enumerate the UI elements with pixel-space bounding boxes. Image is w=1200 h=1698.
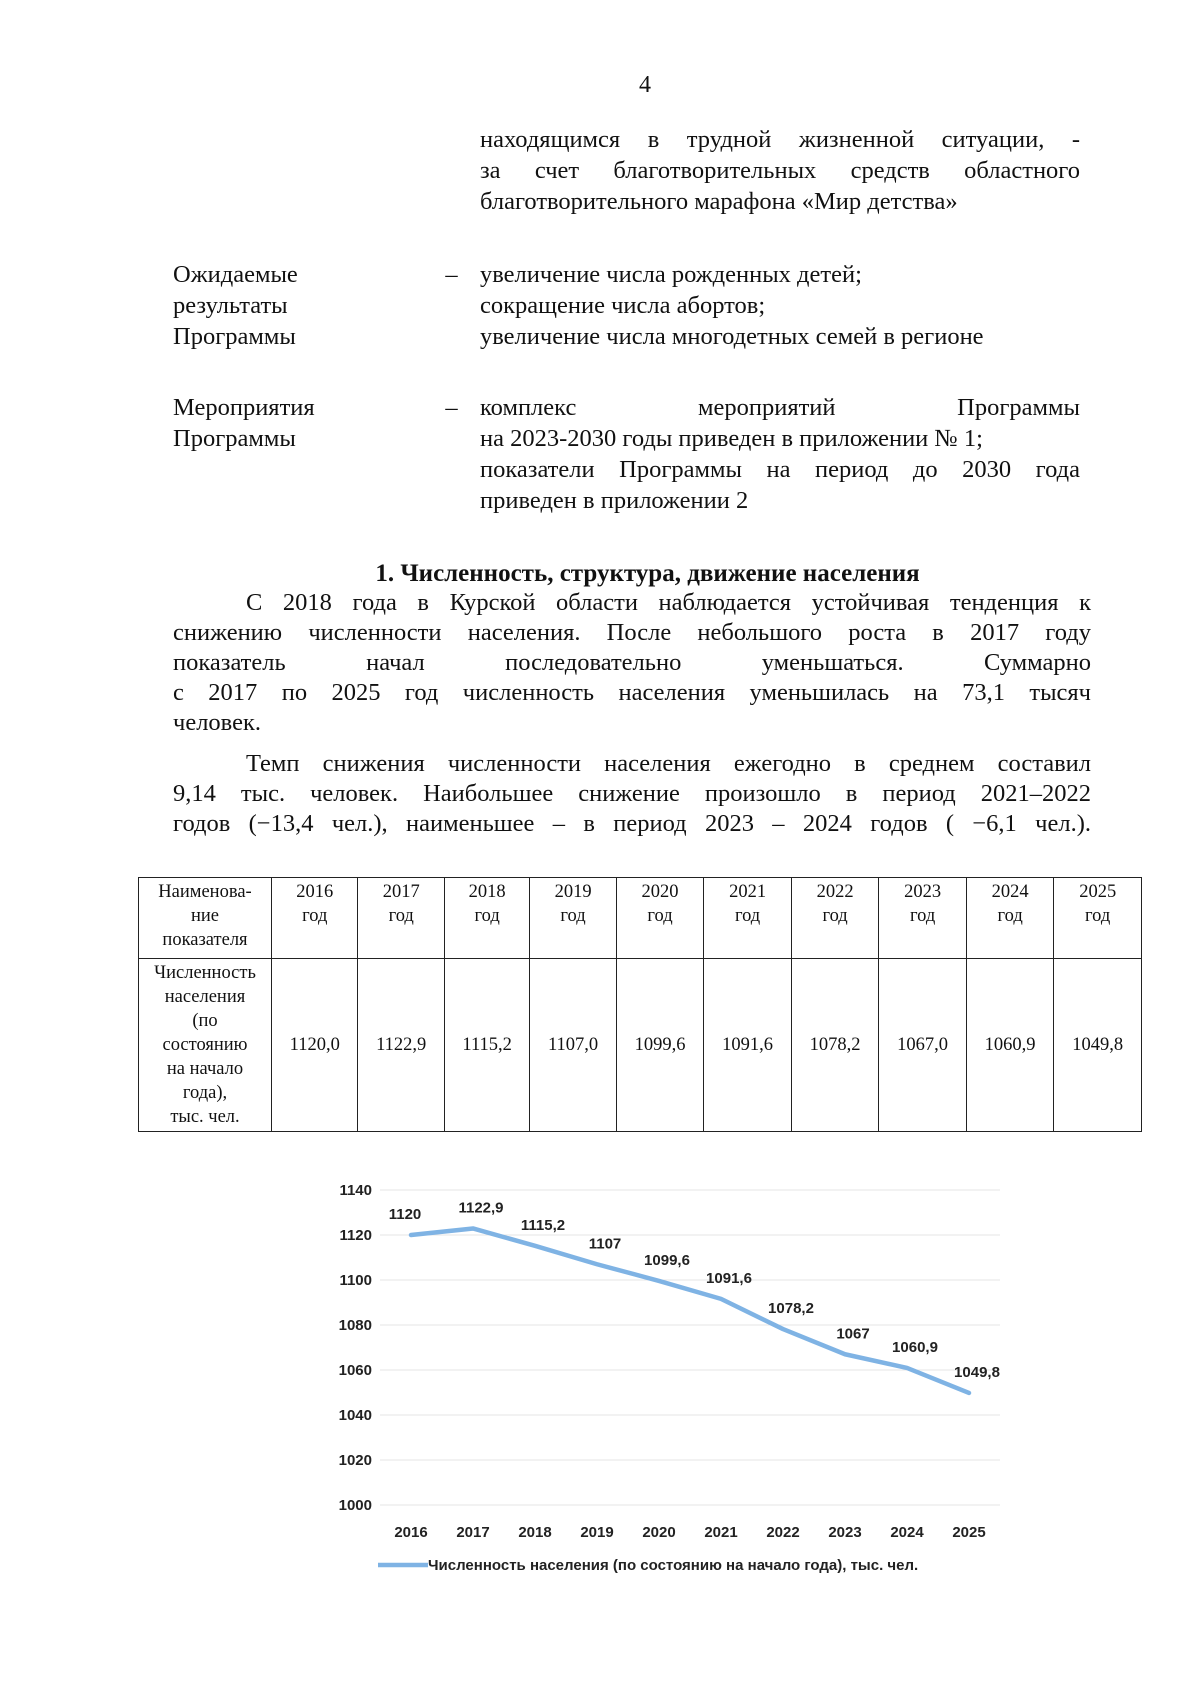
y-tick-label: 1080 — [338, 1317, 372, 1334]
passport-continuation — [173, 124, 1091, 217]
legend-label: Численность населения (по состоянию на начало года), тыс. чел. — [428, 1557, 919, 1574]
y-tick-label: 1120 — [339, 1227, 372, 1244]
table-cell: 1091,6 — [704, 959, 792, 1132]
table-cell: 1099,6 — [616, 959, 704, 1132]
paragraph-line: человек. — [173, 709, 261, 736]
expected-label-line: Ожидаемые — [173, 261, 298, 288]
table-header-row — [139, 878, 1142, 959]
table-cell: 1067,0 — [879, 959, 967, 1132]
activities-dash: – — [445, 394, 458, 421]
activities-line: на 2023-2030 годы приведен в приложении № 1; — [480, 425, 983, 452]
passport-expected-results — [173, 259, 1091, 352]
data-label: 1122,9 — [458, 1199, 504, 1217]
x-tick-label: 2017 — [456, 1524, 490, 1541]
expected-dash: – — [445, 261, 458, 288]
population-table — [138, 877, 1142, 1132]
table-cell: 1049,8 — [1054, 959, 1142, 1132]
x-tick-label: 2025 — [952, 1524, 986, 1541]
data-label: 1099,6 — [644, 1251, 690, 1269]
paragraph-line: С 2018 года в Курской области наблюдается устойчивая тенденция к — [246, 589, 1091, 616]
table-cell: 1120,0 — [272, 959, 358, 1132]
expected-result-line: увеличение числа рожденных детей; — [480, 261, 862, 288]
table-header-year: 2017 год — [358, 878, 444, 959]
table-cell: 1107,0 — [530, 959, 616, 1132]
table-header-year: 2022 год — [791, 878, 879, 959]
data-label: 1120 — [388, 1206, 422, 1223]
table-header-year: 2020 год — [616, 878, 704, 959]
x-tick-label: 2016 — [394, 1524, 428, 1541]
activities-label-line: Мероприятия — [173, 394, 315, 421]
x-tick-label: 2021 — [704, 1524, 738, 1541]
table-cell: 1078,2 — [791, 959, 879, 1132]
data-label: 1060,9 — [892, 1338, 938, 1356]
table-header-year: 2023 год — [879, 878, 967, 959]
expected-result-line: увеличение числа многодетных семей в регионе — [480, 323, 984, 350]
expected-result-line: сокращение числа абортов; — [480, 292, 766, 319]
x-tick-label: 2023 — [828, 1524, 862, 1541]
continuation-line: за счет благотворительных средств областного — [480, 157, 1080, 184]
paragraph-line: 9,14 тыс. человек. Наибольшее снижение произошло в период 2021–2022 — [173, 780, 1091, 807]
activities-line: комплекс мероприятий Программы — [480, 394, 1080, 421]
y-tick-label: 1140 — [339, 1182, 372, 1199]
paragraph-line: Темп снижения численности населения ежегодно в среднем составил — [246, 750, 1091, 777]
table-cell: 1115,2 — [444, 959, 529, 1132]
x-tick-label: 2020 — [642, 1524, 676, 1541]
table-row — [139, 959, 1142, 1132]
x-tick-label: 2022 — [766, 1524, 800, 1541]
series-line — [411, 1228, 969, 1392]
table-header-year: 2019 год — [530, 878, 616, 959]
paragraph-1 — [173, 588, 1091, 738]
table-header-year: 2021 год — [704, 878, 792, 959]
table-header-year: 2018 год — [444, 878, 529, 959]
activities-label-line: Программы — [173, 425, 296, 452]
data-label: 1067 — [836, 1325, 870, 1343]
table-header-year: 2024 год — [966, 878, 1054, 959]
expected-label-line: Программы — [173, 323, 296, 350]
expected-label-line: результаты — [173, 292, 288, 319]
header-line: показателя — [162, 930, 248, 950]
population-line-chart — [300, 1162, 1020, 1582]
table-header-indicator — [139, 878, 272, 959]
table-cell: 1060,9 — [966, 959, 1054, 1132]
table-row-label: Численность населения (по состоянию на начало года), тыс. чел. — [139, 959, 272, 1132]
section-heading: 1. Численность, структура, движение населения — [375, 560, 920, 587]
y-tick-label: 1000 — [338, 1497, 372, 1514]
continuation-line: благотворительного марафона «Мир детства» — [480, 188, 958, 215]
activities-line: приведен в приложении 2 — [480, 487, 749, 514]
table-header-year: 2025 год — [1054, 878, 1142, 959]
paragraph-line: годов (−13,4 чел.), наименьшее – в период 2023 – 2024 годов ( −6,1 чел.). — [173, 810, 1091, 837]
y-tick-label: 1020 — [338, 1452, 372, 1469]
population-chart — [300, 1162, 1020, 1582]
data-label: 1078,2 — [768, 1300, 814, 1318]
activities-line: показатели Программы на период до 2030 года — [480, 456, 1080, 483]
passport-activities — [173, 392, 1091, 516]
paragraph-line: показатель начал последовательно уменьшаться. Суммарно — [173, 649, 1091, 676]
header-line: ние — [190, 906, 219, 926]
x-tick-label: 2024 — [890, 1524, 924, 1541]
data-label: 1115,2 — [520, 1216, 566, 1234]
page-number: 4 — [639, 72, 651, 98]
x-tick-label: 2018 — [518, 1524, 552, 1541]
header-line: Наименова- — [158, 882, 252, 902]
y-tick-label: 1100 — [339, 1272, 372, 1289]
continuation-line: находящимся в трудной жизненной ситуации, - — [480, 126, 1080, 153]
data-label: 1049,8 — [954, 1363, 1000, 1381]
paragraph-line: снижению численности населения. После небольшого роста в 2017 году — [173, 619, 1091, 646]
paragraph-line: с 2017 по 2025 год численность населения уменьшилась на 73,1 тысяч — [173, 679, 1091, 706]
x-tick-label: 2019 — [580, 1524, 614, 1541]
y-tick-label: 1040 — [338, 1407, 372, 1424]
y-tick-label: 1060 — [338, 1362, 372, 1379]
table-cell: 1122,9 — [358, 959, 444, 1132]
paragraph-2 — [173, 749, 1091, 839]
data-label: 1107 — [588, 1235, 622, 1253]
table-header-year: 2016 год — [272, 878, 358, 959]
data-label: 1091,6 — [706, 1269, 752, 1287]
